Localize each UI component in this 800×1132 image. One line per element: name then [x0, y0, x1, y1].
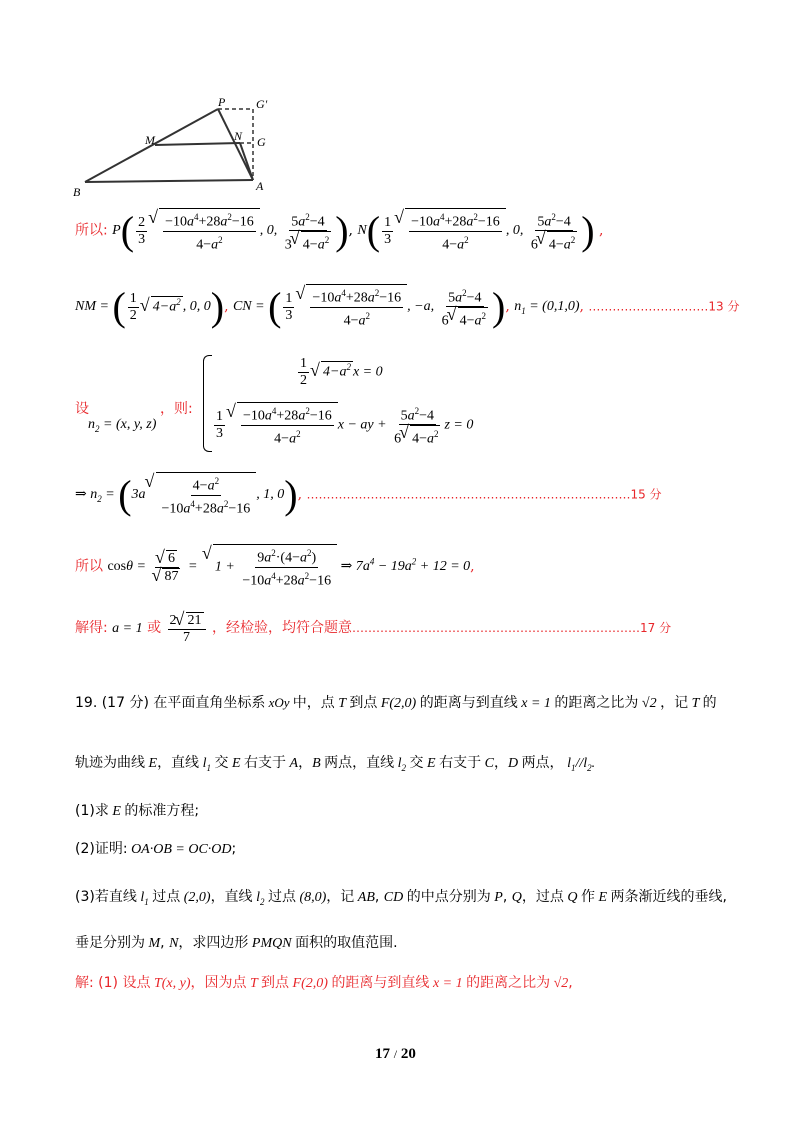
- formula-cos: cosθ = √ 6 √ 87 = √ 1 + $\frac{9a^2\cdot(4-a^2)}{-10a^4+28a^2-16}$ ⇒ $7a^4 - 19a^2 + 12 = 0$: [107, 559, 470, 574]
- formula-a1: a = 1: [112, 621, 143, 637]
- score-15: ………………………………………………………………………15 分: [306, 487, 662, 502]
- solve-line: [75, 612, 671, 646]
- segment-MN: [155, 143, 240, 145]
- label-M: M: [145, 133, 155, 147]
- q19-part2: (2)证明: OA·OB = OC·OD;: [75, 841, 237, 857]
- formula-P: P( $\frac{2}{3}$ √ $\frac{-10a^4+28a^2-16}{4-a^2}$ , 0, $\frac{5a^2-4}{3√ 4-a^2}$ ): [112, 223, 348, 238]
- then-text: ，则:: [160, 401, 193, 417]
- q19-part3: (3)若直线 $l_1$ 过点 (2,0)，直线 $l_2$ 过点 (8,0)，记 AB, CD 的中点分别为 P, Q，过点 Q 作 E 两条渐近线的垂线,: [75, 889, 727, 907]
- formula-n2: $n_2 = (x$, y, z): [88, 417, 157, 434]
- formula-N: N( $\frac{1}{3}$ √ $\frac{-10a^4+28a^2-16}{4-a^2}$ , 0, $\frac{5a^2-4}{6√ 4-a^2}$ ): [357, 223, 594, 238]
- q19-line1: 19. (17 分) 在平面直角坐标系 xOy 中，点 T 到点 F(2,0) 的距离与到直线 x = 1 的距离之比为 √2 ，记 T 的: [75, 695, 717, 711]
- label-G: G: [257, 135, 266, 149]
- solve-prefix: 解得:: [75, 620, 108, 637]
- q19-line2: 轨迹为曲线 E，直线 $l_1$ 交 E 右支于 A，B 两点，直线 $l_2$ 交 E 右支于 C，D 两点， $l_1//l_2$.: [75, 755, 596, 773]
- n2-result-line: ⇒ $n_2 = (3a$ √ $\frac{4-a^2}{-10a^4+28a^2-16}$ , 1, 0), ………………………………………………………………………15 分: [75, 472, 662, 517]
- label-P: P: [218, 95, 226, 109]
- label-A: A: [256, 179, 264, 193]
- formula-CN: CN = ( $\frac{1}{3}$ √ $\frac{-10a^4+28a^2-16}{4-a^2}$ , −a, $\frac{5a^2-4}{6√ 4-a^2}$ ): [233, 299, 505, 314]
- let-prefix: 设: [75, 401, 89, 417]
- score-17: ………………………………………………………………17 分: [351, 621, 672, 636]
- segment-NA-right: [240, 143, 253, 180]
- system-brace: [203, 355, 212, 452]
- check-text: ，经检验，均符合题意: [211, 620, 352, 637]
- page-total: 20: [400, 1046, 416, 1062]
- system-eq2: $\frac{1}{3}$ √ $\frac{-10a^4+28a^2-16}{4-a^2}$ x − ay + $\frac{5a^2-4}{6√ 4-a^2}$ z = 0: [212, 402, 473, 448]
- q19-solution: 解: (1) 设点 T(x, y)，因为点 T 到点 F(2,0) 的距离与到直线 x = 1 的距离之比为 √2,: [75, 975, 573, 991]
- or-text: 或: [147, 620, 162, 637]
- q19-part3-line2: 垂足分别为 M, N，求四边形 PMQN 面积的取值范围.: [75, 935, 398, 951]
- label-G-prime: G': [256, 97, 268, 111]
- so-prefix-2: 所以: [75, 558, 103, 575]
- formula-NM: NM = ( $\frac{1}{2}$ √ $4-a^2$ , 0, 0): [75, 299, 224, 314]
- label-N: N: [234, 129, 243, 143]
- coordinates-PN-line: 所以: P( $\frac{2}{3}$ √ $\frac{-10a^4+28a^2-16}{4-a^2}$ , 0, $\frac{5a^2-4}{3√ 4-a^2}$ ), N( $\frac{1}{3}$ √ $\frac{-10a^4+28a^2-16}{4-a^2}$ , 0, $\frac{5a^2-4}{6√ 4-a^2}$ ) ,: [75, 208, 603, 254]
- formula-n2-result: ⇒ $n_2 = (3a$ √ $\frac{4-a^2}{-10a^4+28a^2-16}$ , 1, 0): [75, 487, 298, 502]
- score-13: …………………………13 分: [588, 299, 740, 314]
- so-prefix: 所以:: [75, 222, 108, 239]
- system-eq1: $\frac{1}{2}$ √ $4-a^2$ x = 0: [296, 356, 383, 389]
- segment-BA: [85, 180, 253, 182]
- cos-line: 所以 cosθ = √ 6 √ 87 = √ 1 + $\frac{9a^2\cdot(4-a^2)}{-10a^4+28a^2-16}$ ⇒ $7a^4 - 19a^2 + 12 = 0$,: [75, 544, 475, 589]
- geometry-figure: [60, 92, 290, 202]
- segment-PA: [218, 109, 253, 180]
- page-number: 17: [375, 1046, 390, 1062]
- q19-part1: (1)求 E 的标准方程;: [75, 803, 200, 819]
- formula-a2: $\frac{2√ 21}{7}$: [166, 621, 208, 636]
- label-B: B: [73, 185, 81, 199]
- formula-n1: $n_1 = (0,1,0)$: [514, 299, 580, 317]
- page-footer: [375, 1046, 416, 1063]
- page-separator: /: [393, 1047, 398, 1061]
- vectors-line: NM = ( $\frac{1}{2}$ √ $4-a^2$ , 0, 0), CN = ( $\frac{1}{3}$ √ $\frac{-10a^4+28a^2-16}{4-a^2}$ , −a, $\frac{5a^2-4}{6√ 4-a^2}$ ), $n_1 = (0,1,0)$, …………………………13 分: [75, 284, 740, 330]
